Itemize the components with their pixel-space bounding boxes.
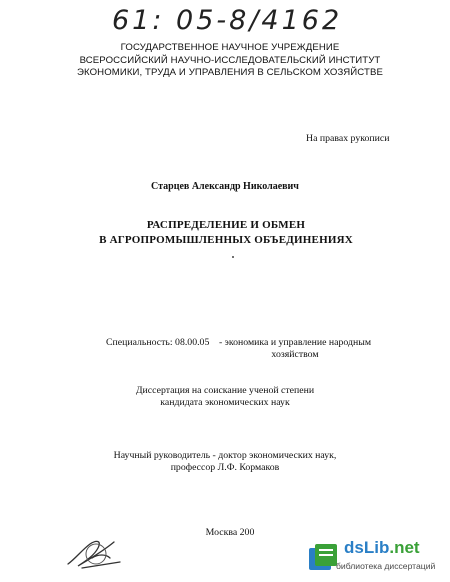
book-icon [306, 540, 340, 574]
rights-notice: На правах рукописи [306, 133, 390, 144]
watermark-brand-main: dsLib [344, 538, 390, 557]
supervisor-line-2: профессор Л.Ф. Кормаков [170, 462, 280, 473]
degree-statement [110, 385, 340, 409]
institution-line-2: ВСЕРОССИЙСКИЙ НАУЧНО-ИССЛЕДОВАТЕЛЬСКИЙ ИНСТИТУТ [79, 54, 381, 66]
specialty-name [202, 337, 388, 361]
title-line-1: РАСПРЕДЕЛЕНИЕ И ОБМЕН [146, 219, 306, 231]
stray-mark [232, 256, 234, 258]
degree-line-1: Диссертация на соискание ученой степени [135, 385, 315, 396]
author-name: Старцев Александр Николаевич [151, 181, 299, 192]
signature-mark [62, 532, 126, 572]
institution-line-1: ГОСУДАРСТВЕННОЕ НАУЧНОЕ УЧРЕЖДЕНИЕ [120, 42, 340, 53]
watermark-subtitle: библиотека диссертаций [336, 561, 436, 571]
dissertation-title [76, 218, 376, 247]
specialty-name-line-1: - экономика и управление народным [218, 337, 372, 348]
supervisor-block [80, 450, 370, 474]
institution-line-3: ЭКОНОМИКИ, ТРУДА И УПРАВЛЕНИЯ В СЕЛЬСКОМ ХОЗЯЙСТВЕ [77, 67, 383, 79]
institution-header [60, 42, 400, 80]
city-year: Москва 200 [205, 527, 255, 538]
title-line-2: В АГРОПРОМЫШЛЕННЫХ ОБЪЕДИНЕНИЯХ [99, 233, 353, 246]
supervisor-line-1: Научный руководитель - доктор экономических наук, [113, 450, 337, 461]
watermark-brand-tld: .net [389, 538, 420, 557]
specialty-label: Специальность: 08.00.05 [106, 337, 210, 348]
archive-mark-text: 61: 05-8/4162 [112, 5, 343, 36]
watermark-brand [344, 538, 420, 558]
specialty-name-line-2: хозяйством [271, 349, 319, 360]
handwritten-archive-mark [108, 2, 370, 38]
degree-line-2: кандидата экономических наук [160, 397, 290, 408]
